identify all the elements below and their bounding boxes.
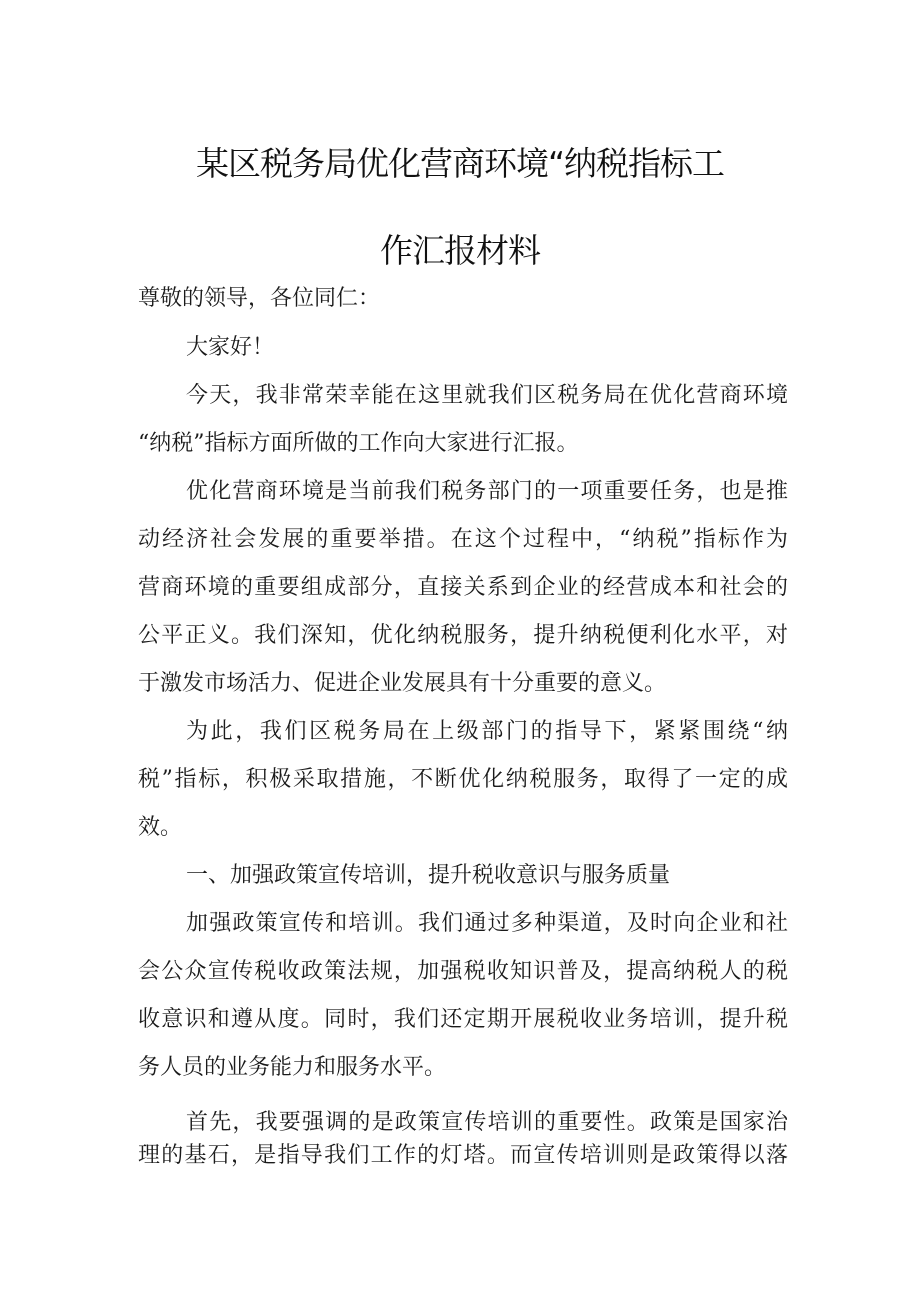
- paragraph-line: 公平正义。我们深知，优化纳税服务，提升纳税便利化水平，对: [138, 623, 788, 648]
- paragraph-line: 收意识和遵从度。同时，我们还定期开展税收业务培训，提升税: [138, 1007, 788, 1032]
- paragraph-line: 加强政策宣传和培训。我们通过多种渠道，及时向企业和社: [186, 911, 788, 936]
- paragraph-line: 动经济社会发展的重要举措。在这个过程中，“纳税”指标作为: [138, 527, 788, 552]
- paragraph-line: 于激发市场活力、促进企业发展具有十分重要的意义。: [138, 671, 667, 696]
- paragraph-line: 效。: [138, 815, 183, 840]
- paragraph-line: 务人员的业务能力和服务水平。: [138, 1055, 447, 1080]
- paragraph-line: 为此，我们区税务局在上级部门的指导下，紧紧围绕“纳: [186, 719, 788, 744]
- section-heading: 一、加强政策宣传培训，提升税收意识与服务质量: [186, 863, 671, 888]
- paragraph-line: 会公众宣传税收政策法规，加强税收知识普及，提高纳税人的税: [138, 959, 788, 984]
- paragraph-line: 理的基石，是指导我们工作的灯塔。而宣传培训则是政策得以落: [138, 1143, 788, 1168]
- document-title-line-1: 某区税务局优化营商环境“纳税指标工: [195, 144, 725, 183]
- paragraph-line: 今天，我非常荣幸能在这里就我们区税务局在优化营商环境: [186, 383, 788, 408]
- paragraph-line: 税”指标，积极采取措施，不断优化纳税服务，取得了一定的成: [138, 767, 788, 792]
- paragraph-line: 营商环境的重要组成部分，直接关系到企业的经营成本和社会的: [138, 575, 788, 600]
- document-title-line-2: 作汇报材料: [380, 231, 540, 270]
- paragraph-line: 优化营商环境是当前我们税务部门的一项重要任务，也是推: [186, 479, 788, 504]
- paragraph-line: 首先，我要强调的是政策宣传培训的重要性。政策是国家治: [186, 1110, 788, 1135]
- greeting: 大家好！: [186, 335, 275, 360]
- paragraph-line: “纳税”指标方面所做的工作向大家进行汇报。: [138, 431, 579, 456]
- salutation: 尊敬的领导，各位同仁：: [138, 286, 381, 311]
